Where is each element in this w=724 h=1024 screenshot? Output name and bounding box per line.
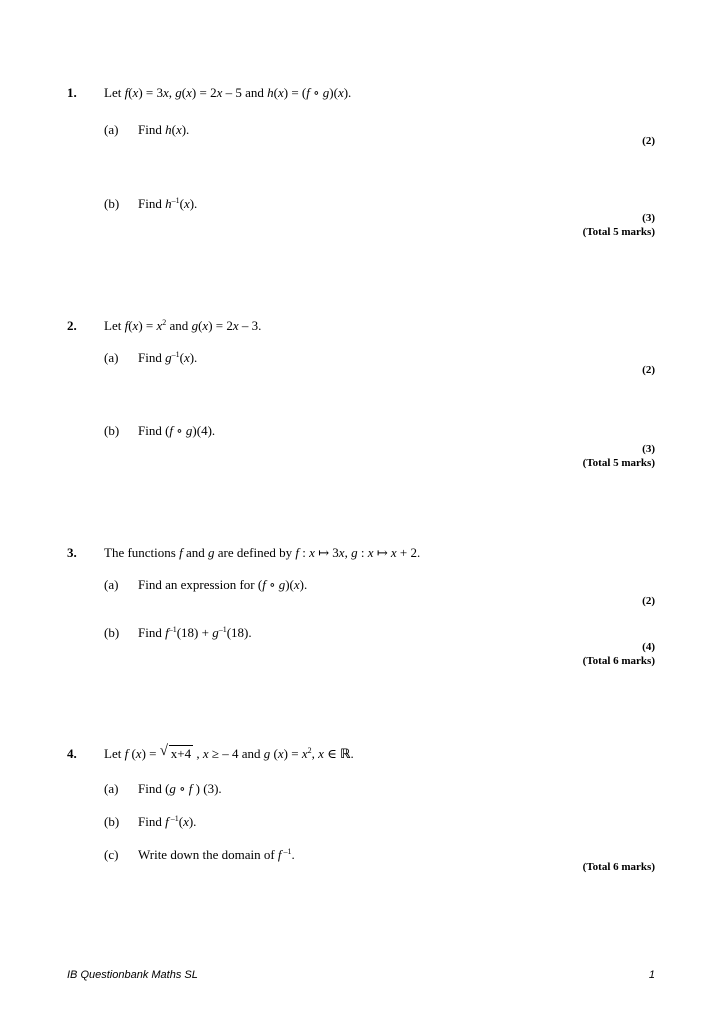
- question-2-stem: Let $f(x) = x^2$ and g(x) = 2x – 3.: [104, 318, 262, 333]
- question-4-stem: Let f (x) = √ x+4 , x ≥ – 4 and g $(x) = x^2$, x ∈ ℝ.: [104, 743, 354, 762]
- question-4a-text: Find (g ∘ f ) (3).: [138, 781, 222, 796]
- real-numbers-symbol: ℝ: [340, 747, 351, 762]
- question-3a-text: Find an expression for (f ∘ g)(x).: [138, 577, 308, 592]
- question-2-number: 2.: [67, 318, 77, 333]
- footer-source: IB Questionbank Maths SL: [67, 969, 198, 981]
- question-4-total: (Total 6 marks): [582, 861, 655, 873]
- question-3-number: 3.: [67, 545, 77, 560]
- square-root-radical: √ x+4: [159, 743, 192, 761]
- question-4b-text: Find f $^{-1}$(x).: [138, 814, 197, 829]
- question-3-total: (Total 6 marks): [582, 655, 655, 667]
- question-1a-label: (a): [104, 122, 119, 137]
- question-3a-marks: (2): [642, 595, 655, 607]
- question-4a-label: (a): [104, 781, 119, 796]
- question-1a-text: Find h(x).: [138, 122, 190, 137]
- question-3b-text: Find $f^{-1}(18) + g^{-1}(18)$.: [138, 625, 252, 640]
- question-3b-label: (b): [104, 625, 120, 640]
- question-2a-text: Find $g^{-1}(x)$.: [138, 350, 198, 365]
- question-1-stem: Let f(x) = 3x, g(x) = 2x – 5 and h(x) = (f ∘ g)(x).: [104, 85, 352, 100]
- question-2b-label: (b): [104, 423, 120, 438]
- question-4c-text: Write down the domain of f $^{-1}$.: [138, 847, 295, 862]
- question-2b-marks: (3): [642, 443, 655, 455]
- question-1-number: 1.: [67, 85, 77, 100]
- question-3-stem: The functions f and g are defined by f : x ↦ 3x, g : x ↦ x + 2.: [104, 545, 421, 560]
- question-2a-marks: (2): [642, 364, 655, 376]
- question-4-number: 4.: [67, 746, 77, 761]
- question-4b-label: (b): [104, 814, 120, 829]
- question-1-total: (Total 5 marks): [582, 226, 655, 238]
- question-2b-text: Find (f ∘ g)(4).: [138, 423, 216, 438]
- question-1b-label: (b): [104, 196, 120, 211]
- question-1a-marks: (2): [642, 135, 655, 147]
- question-3a-label: (a): [104, 577, 119, 592]
- page-number: 1: [648, 969, 655, 981]
- question-4c-label: (c): [104, 847, 119, 862]
- question-2a-label: (a): [104, 350, 119, 365]
- question-3b-marks: (4): [642, 641, 655, 653]
- question-2-total: (Total 5 marks): [582, 457, 655, 469]
- question-1b-text: Find $h^{-1}(x)$.: [138, 196, 198, 211]
- question-1b-marks: (3): [642, 212, 655, 224]
